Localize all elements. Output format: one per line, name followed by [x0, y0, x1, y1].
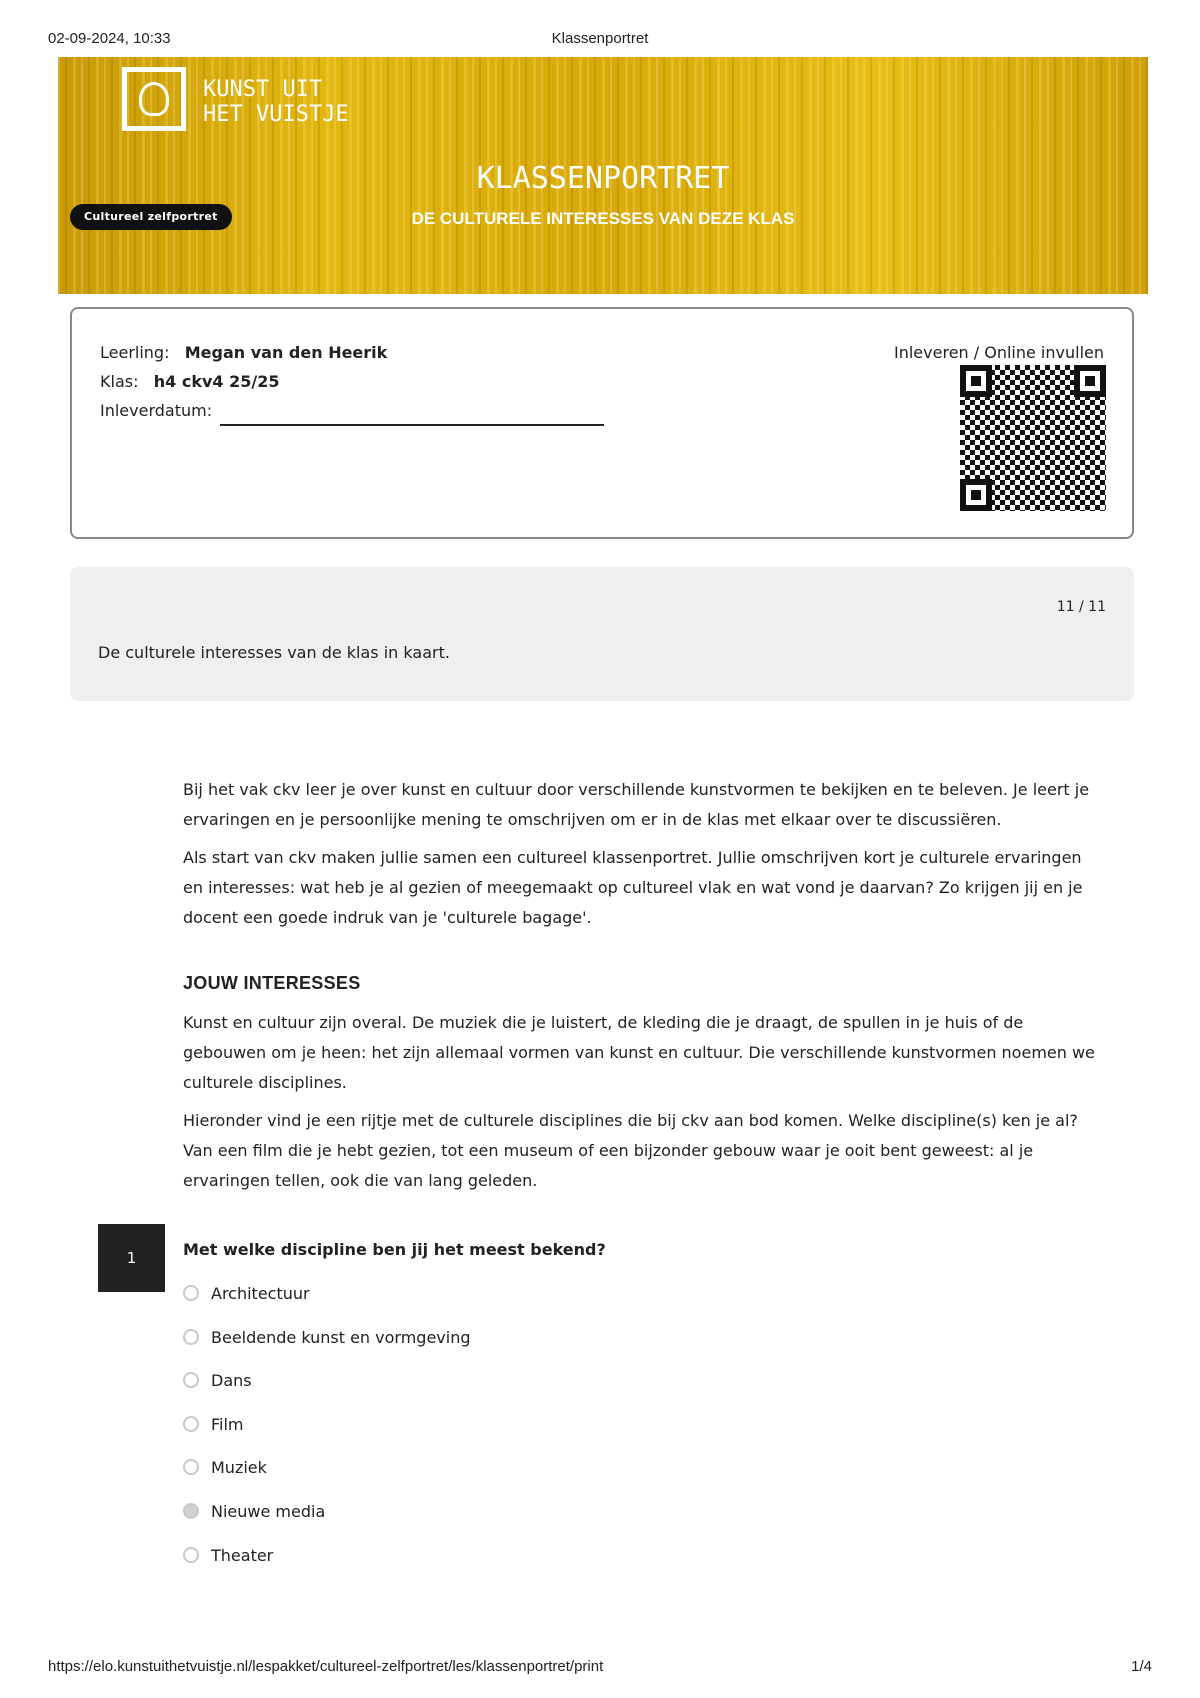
question-text: Met welke discipline ben jij het meest bekend?	[183, 1240, 606, 1259]
option-beeldende-kunst[interactable]	[183, 1325, 471, 1349]
fist-icon	[139, 82, 169, 116]
option-theater[interactable]	[183, 1543, 273, 1567]
logo-line-2: HET VUISTJE	[203, 102, 349, 127]
radio-button[interactable]	[183, 1285, 199, 1301]
submit-date-field[interactable]	[220, 424, 604, 426]
summary-text: De culturele interesses van de klas in kaart.	[98, 643, 450, 662]
lesson-content	[183, 775, 1103, 1204]
intro-paragraph-2: Als start van ckv maken jullie samen een cultureel klassenportret. Jullie omschrijven kort je culturele ervaringen en interesses: wat heb je al gezien of meegemaakt op cultureel vlak en wat vond je daarvan? Zo krijgen jij en je docent een goede indruk van je 'culturele bagage'.	[183, 848, 1083, 927]
option-label: Theater	[211, 1545, 274, 1565]
option-label: Architectuur	[211, 1283, 310, 1303]
student-name: Megan van den Heerik	[184, 343, 388, 362]
option-label: Film	[211, 1414, 244, 1434]
section-paragraph-2: Hieronder vind je een rijtje met de culturele disciplines die bij ckv aan bod komen. Welke discipline(s) ken je al? Van een film die je hebt gezien, tot een museum of een bijzonder gebouw waar je ooit bent geweest: al je ervaringen tellen, ook die van lang geleden.	[183, 1111, 1078, 1190]
qr-code-icon[interactable]	[960, 365, 1106, 511]
student-name-row	[100, 343, 387, 362]
radio-button[interactable]	[183, 1416, 199, 1432]
header-banner	[58, 57, 1148, 294]
option-dans[interactable]	[183, 1368, 252, 1392]
qr-finder	[960, 479, 992, 511]
qr-finder	[960, 365, 992, 397]
option-nieuwe-media[interactable]	[183, 1499, 325, 1523]
page-counter: 11 / 11	[1056, 599, 1106, 615]
intro-paragraph-1: Bij het vak ckv leer je over kunst en cultuur door verschillende kunstvormen te bekijken en te beleven. Je leert je ervaringen en je persoonlijke mening te omschrijven om er in de klas met elkaar over te discussiëren.	[183, 780, 1090, 829]
logo-line-1: KUNST UIT	[203, 77, 323, 102]
logo-text	[203, 77, 349, 127]
print-datetime: 02-09-2024, 10:33	[48, 30, 171, 47]
logo-icon[interactable]	[122, 67, 186, 131]
option-label: Nieuwe media	[211, 1501, 326, 1521]
option-label: Beeldende kunst en vormgeving	[211, 1327, 471, 1347]
option-film[interactable]	[183, 1412, 244, 1436]
question-number: 1	[98, 1224, 165, 1292]
page-title: KLASSENPORTRET	[476, 161, 730, 196]
student-class-label: Klas:	[100, 372, 139, 391]
option-label: Dans	[211, 1370, 252, 1390]
submit-date-label: Inleverdatum:	[100, 401, 213, 420]
student-name-label: Leerling:	[100, 343, 170, 362]
print-doc-title: Klassenportret	[551, 30, 649, 47]
student-info-card	[70, 307, 1134, 539]
radio-button[interactable]	[183, 1372, 199, 1388]
radio-button[interactable]	[183, 1459, 199, 1475]
radio-button[interactable]	[183, 1547, 199, 1563]
option-architectuur[interactable]	[183, 1281, 310, 1305]
submit-online-label: Inleveren / Online invullen	[894, 343, 1104, 362]
student-class: h4 ckv4 25/25	[153, 372, 280, 391]
radio-button-selected[interactable]	[183, 1503, 199, 1519]
lesson-badge[interactable]: Cultureel zelfportret	[70, 204, 232, 230]
radio-button[interactable]	[183, 1329, 199, 1345]
lesson-summary	[70, 567, 1134, 701]
option-label: Muziek	[211, 1457, 267, 1477]
print-url: https://elo.kunstuithetvuistje.nl/lespakket/cultureel-zelfportret/les/klassenportret/print	[48, 1658, 604, 1675]
qr-finder	[1074, 365, 1106, 397]
print-page-number: 1/4	[1131, 1658, 1152, 1675]
section-paragraph-1: Kunst en cultuur zijn overal. De muziek die je luistert, de kleding die je draagt, de spullen in je huis of de gebouwen om je heen: het zijn allemaal vormen van kunst en cultuur. Die verschillende kunstvormen noemen we culturele disciplines.	[183, 1013, 1095, 1092]
section-heading: JOUW INTERESSES	[183, 973, 361, 993]
page-subtitle: DE CULTURELE INTERESSES VAN DEZE KLAS	[411, 209, 795, 228]
student-class-row	[100, 372, 279, 391]
option-muziek[interactable]	[183, 1455, 267, 1479]
